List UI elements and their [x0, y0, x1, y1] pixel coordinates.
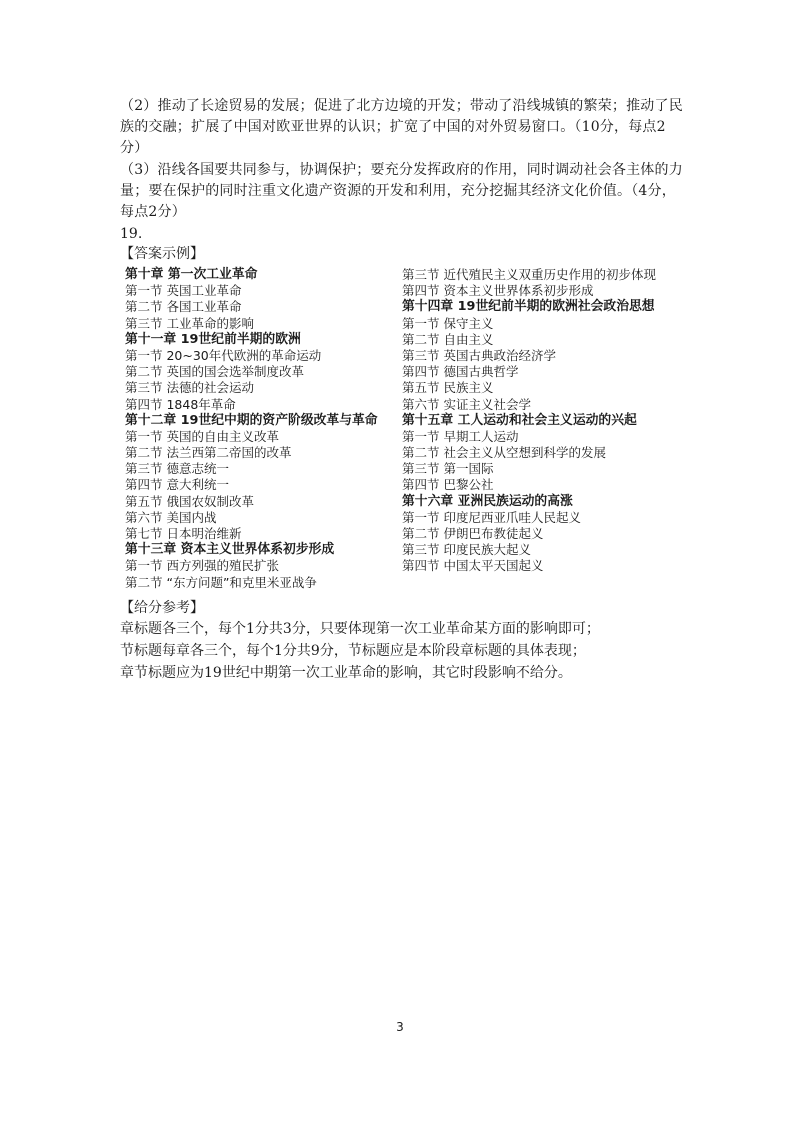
- toc-chapter-title: 第十章 第一次工业革命: [125, 267, 258, 282]
- toc-right-column: [402, 267, 692, 575]
- toc-section-title: 第二节 伊朗巴布教徒起义: [402, 526, 544, 541]
- toc-section-title: 第六节 实证主义社会学: [402, 396, 531, 412]
- toc-section-title: 第二节 “东方问题”和克里米亚战争: [125, 574, 317, 590]
- toc-section-title: 第一节 英国的自由主义改革: [125, 428, 279, 444]
- toc-section-title: 第六节 美国内战: [125, 509, 217, 525]
- toc-section-title: 第三节 近代殖民主义双重历史作用的初步体现: [402, 267, 656, 282]
- toc-section-title: 第二节 英国的国会选举制度改革: [125, 364, 304, 380]
- scoring-line: 节标题每章各三个，每个1分共9分，节标题应是本阶段章标题的具体表现；: [120, 643, 586, 659]
- toc-section-title: 第三节 工业革命的影响: [125, 315, 254, 331]
- toc-section-title: 第二节 各国工业革命: [125, 299, 242, 315]
- toc-chapter-title: 第十三章 资本主义世界体系初步形成: [125, 542, 335, 558]
- page-number: 3: [396, 1020, 404, 1034]
- toc-section-title: 第四节 资本主义世界体系初步形成: [402, 283, 594, 299]
- toc-section-title: 第一节 保守主义: [402, 315, 494, 331]
- toc-section-title: 第三节 法德的社会运动: [125, 380, 254, 396]
- toc-section-title: 第四节 意大利统一: [125, 477, 229, 493]
- toc-section-title: 第一节 西方列强的殖民扩张: [125, 558, 279, 574]
- toc-chapter-title: 第十二章 19世纪中期的资产阶级改革与革命: [125, 412, 378, 428]
- toc-section-title: 第七节 日本明治维新: [125, 526, 242, 541]
- toc-section-title: 第四节 1848年革命: [125, 396, 236, 412]
- toc-section-title: 第一节 早期工人运动: [402, 428, 519, 444]
- toc-section-title: 第四节 德国古典哲学: [402, 364, 519, 380]
- answer-paragraph-2: （2）推动了长途贸易的发展；促进了北方边境的开发；带动了沿线城镇的繁荣；推动了民族的交融；扩展了中国对欧亚世界的认识；扩宽了中国的对外贸易窗口。（10分，每点2分）: [120, 98, 683, 156]
- answer-example-heading: 【答案示例】: [120, 246, 204, 262]
- toc-section-title: 第四节 中国太平天国起义: [402, 558, 544, 574]
- question-number: 19.: [120, 226, 143, 242]
- toc-section-title: 第三节 德意志统一: [125, 461, 229, 477]
- toc-section-title: 第五节 俄国农奴制改革: [125, 493, 254, 509]
- toc-section-title: 第四节 巴黎公社: [402, 477, 494, 493]
- toc-section-title: 第一节 英国工业革命: [125, 283, 242, 299]
- toc-section-title: 第五节 民族主义: [402, 380, 494, 396]
- toc-section-title: 第三节 第一国际: [402, 461, 494, 477]
- toc-section-title: 第二节 法兰西第二帝国的改革: [125, 445, 292, 461]
- scoring-line: 章标题各三个，每个1分共3分，只要体现第一次工业革命某方面的影响即可；: [120, 621, 600, 637]
- toc-chapter-title: 第十六章 亚洲民族运动的高涨: [402, 493, 573, 509]
- toc-chapter-title: 第十四章 19世纪前半期的欧洲社会政治思想: [402, 299, 655, 315]
- answer-paragraph-3: （3）沿线各国要共同参与，协调保护；要充分发挥政府的作用，同时调动社会各主体的力量；要在保护的同时注重文化遗产资源的开发和利用，充分挖掘其经济文化价值。（4分，每点2分）: [120, 162, 683, 220]
- scoring-line: 章节标题应为19世纪中期第一次工业革命的影响，其它时段影响不给分。: [120, 665, 572, 681]
- scoring-reference-heading: 【给分参考】: [120, 600, 204, 616]
- toc-section-title: 第一节 20~30年代欧洲的革命运动: [125, 347, 322, 363]
- toc-chapter-title: 第十五章 工人运动和社会主义运动的兴起: [402, 412, 637, 428]
- toc-section-title: 第二节 自由主义: [402, 331, 494, 347]
- toc-section-title: 第三节 印度民族大起义: [402, 542, 531, 558]
- toc-section-title: 第三节 英国古典政治经济学: [402, 347, 556, 363]
- toc-section-title: 第一节 印度尼西亚爪哇人民起义: [402, 509, 581, 525]
- toc-section-title: 第二节 社会主义从空想到科学的发展: [402, 445, 606, 461]
- toc-left-column: [125, 267, 415, 591]
- toc-chapter-title: 第十一章 19世纪前半期的欧洲: [125, 331, 301, 347]
